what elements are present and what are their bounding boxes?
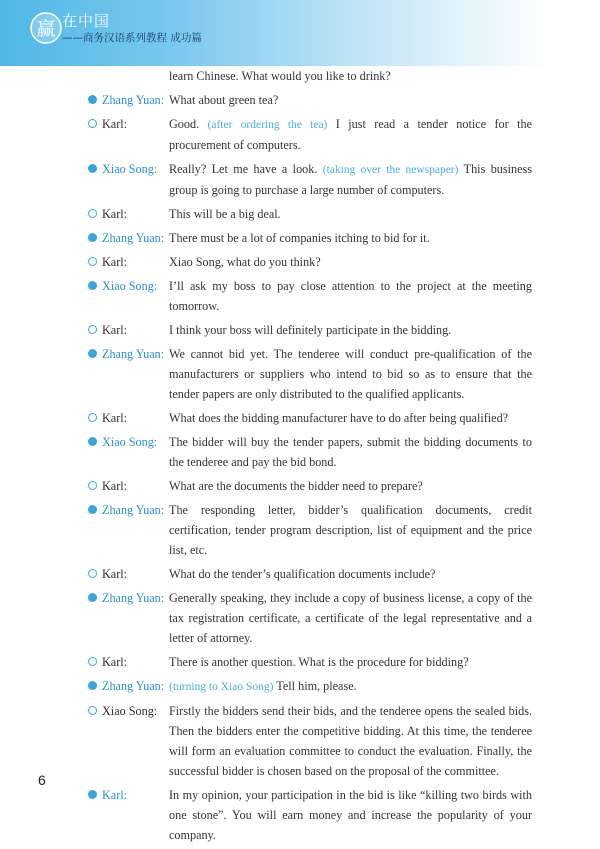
dialogue-line bbox=[88, 652, 532, 672]
dialogue-line bbox=[88, 252, 532, 272]
speaker-marker bbox=[88, 701, 169, 721]
dialogue-line bbox=[88, 500, 532, 560]
speaker-marker bbox=[88, 344, 169, 364]
dialogue-text bbox=[169, 676, 532, 697]
speaker-marker bbox=[88, 320, 169, 340]
dialogue-text bbox=[169, 320, 532, 340]
filled-bullet-icon bbox=[88, 349, 97, 358]
dialogue-text-body: I just read a tender notice for the procurement of computers. bbox=[169, 117, 532, 152]
logo-glyph: 赢 bbox=[36, 18, 56, 40]
dialogue-text bbox=[169, 785, 532, 845]
stage-direction: (taking over the newspaper) bbox=[322, 164, 459, 176]
dialogue-text-body: I think your boss will definitely participate in the bidding. bbox=[169, 323, 452, 337]
speaker-name: Karl: bbox=[102, 479, 128, 493]
speaker-name: Karl: bbox=[102, 788, 128, 802]
dialogue-text-body: What do the tender’s qualification documents include? bbox=[169, 567, 436, 581]
dialogue-line bbox=[88, 476, 532, 496]
dialogue-text bbox=[169, 204, 532, 224]
speaker-marker bbox=[88, 90, 169, 110]
dialogue-text bbox=[169, 344, 532, 404]
filled-bullet-icon bbox=[88, 505, 97, 514]
dialogue-text bbox=[169, 114, 532, 155]
dialogue-line bbox=[88, 564, 532, 584]
speaker-marker bbox=[88, 159, 169, 179]
speaker-marker bbox=[88, 114, 169, 134]
dialogue-line bbox=[88, 676, 532, 697]
dialogue-text-body: What are the documents the bidder need to prepare? bbox=[169, 479, 423, 493]
speaker-name: Karl: bbox=[102, 567, 128, 581]
dialogue-line bbox=[88, 276, 532, 316]
speaker-name: Xiao Song: bbox=[102, 279, 158, 293]
dialogue-text-body: I’ll ask my boss to pay close attention to the project at the meeting tomorrow. bbox=[169, 279, 532, 313]
filled-bullet-icon bbox=[88, 164, 97, 173]
dialogue-line bbox=[88, 408, 532, 428]
dialogue-text-body: We cannot bid yet. The tenderee will conduct pre-qualification of the manufacturers or suppliers who intend to bid so as to ensure that the tender papers are only distributed to the qualified applicants. bbox=[169, 347, 532, 401]
dialogue-text-body: This business group is going to purchase a large number of computers. bbox=[169, 162, 533, 197]
dialogue-text-body: learn Chinese. What would you like to drink? bbox=[169, 69, 391, 83]
speaker-name: Zhang Yuan: bbox=[102, 591, 165, 605]
dialogue-line bbox=[88, 344, 532, 404]
speaker-marker bbox=[88, 228, 169, 248]
speaker-marker bbox=[88, 588, 169, 608]
series-title: 在中国 bbox=[62, 12, 111, 30]
speaker-name: Zhang Yuan: bbox=[102, 93, 165, 107]
speaker-name: Karl: bbox=[102, 323, 128, 337]
dialogue bbox=[88, 66, 532, 849]
dialogue-line bbox=[88, 320, 532, 340]
dialogue-text bbox=[169, 90, 532, 110]
speaker-name: Xiao Song: bbox=[102, 704, 158, 718]
header-band bbox=[0, 0, 600, 66]
speaker-marker bbox=[88, 252, 169, 272]
dialogue-text bbox=[169, 252, 532, 272]
dialogue-text bbox=[169, 564, 532, 584]
speaker-marker bbox=[88, 785, 169, 805]
dialogue-line bbox=[88, 90, 532, 110]
speaker-marker bbox=[88, 408, 169, 428]
speaker-name: Xiao Song: bbox=[102, 435, 158, 449]
open-bullet-icon bbox=[88, 481, 97, 490]
filled-bullet-icon bbox=[88, 681, 97, 690]
open-bullet-icon bbox=[88, 257, 97, 266]
speaker-name: Karl: bbox=[102, 255, 128, 269]
speaker-marker bbox=[88, 676, 169, 696]
open-bullet-icon bbox=[88, 413, 97, 422]
speaker-name: Karl: bbox=[102, 117, 128, 131]
dialogue-text bbox=[169, 276, 532, 316]
dialogue-text bbox=[169, 476, 532, 496]
dialogue-line bbox=[88, 204, 532, 224]
dialogue-text-body: What about green tea? bbox=[169, 93, 279, 107]
speaker-marker bbox=[88, 652, 169, 672]
dialogue-line bbox=[88, 588, 532, 648]
speaker-name: Karl: bbox=[102, 411, 128, 425]
dialogue-text bbox=[169, 652, 532, 672]
filled-bullet-icon bbox=[88, 437, 97, 446]
dialogue-text bbox=[169, 159, 532, 200]
dialogue-line bbox=[88, 432, 532, 472]
open-bullet-icon bbox=[88, 119, 97, 128]
dialogue-text-body: Tell him, please. bbox=[273, 679, 357, 693]
dialogue-text bbox=[169, 228, 532, 248]
open-bullet-icon bbox=[88, 657, 97, 666]
speaker-name: Xiao Song: bbox=[102, 162, 158, 176]
dialogue-text bbox=[169, 588, 532, 648]
dialogue-text-body: The responding letter, bidder’s qualification documents, credit certification, tender program description, list of equipment and the price list, etc. bbox=[169, 503, 532, 557]
dialogue-text-body: In my opinion, your participation in the bid is like “killing two birds with one stone”. You will earn money and increase the popularity of your company. bbox=[169, 788, 532, 842]
filled-bullet-icon bbox=[88, 233, 97, 242]
speaker-name: Zhang Yuan: bbox=[102, 347, 165, 361]
open-bullet-icon bbox=[88, 209, 97, 218]
dialogue-text-body: Firstly the bidders send their bids, and the tenderee opens the sealed bids. Then the bidders enter the competitive bidding. At this time, the tenderee will form an evaluation committee to conduct the evaluation. Finally, the successful bidder is chosen based on the proposal of the committee. bbox=[169, 704, 532, 778]
dialogue-text bbox=[169, 432, 532, 472]
dialogue-line bbox=[88, 114, 532, 155]
dialogue-text bbox=[169, 408, 532, 428]
dialogue-text-body: What does the bidding manufacturer have to do after being qualified? bbox=[169, 411, 509, 425]
filled-bullet-icon bbox=[88, 281, 97, 290]
open-bullet-icon bbox=[88, 325, 97, 334]
dialogue-text-body: Generally speaking, they include a copy of business license, a copy of the tax registration certificate, a certificate of the legal representative and a letter of attorney. bbox=[169, 591, 532, 645]
filled-bullet-icon bbox=[88, 593, 97, 602]
filled-bullet-icon bbox=[88, 790, 97, 799]
speaker-marker bbox=[88, 276, 169, 296]
page-number: 6 bbox=[38, 772, 46, 788]
dialogue-text-lead: Really? Let me have a look. bbox=[169, 162, 323, 176]
speaker-name: Zhang Yuan: bbox=[102, 503, 165, 517]
speaker-name: Zhang Yuan: bbox=[102, 679, 165, 693]
dialogue-line bbox=[88, 66, 532, 86]
dialogue-text-body: The bidder will buy the tender papers, submit the bidding documents to the tenderee and pay the bid bond. bbox=[169, 435, 532, 469]
dialogue-line bbox=[88, 785, 532, 845]
dialogue-text bbox=[169, 500, 532, 560]
speaker-name: Zhang Yuan: bbox=[102, 231, 165, 245]
speaker-name: Karl: bbox=[102, 207, 128, 221]
speaker-marker bbox=[88, 204, 169, 224]
dialogue-line bbox=[88, 701, 532, 781]
dialogue-text-body: Xiao Song, what do you think? bbox=[169, 255, 321, 269]
stage-direction: (turning to Xiao Song) bbox=[169, 681, 274, 693]
speaker-marker bbox=[88, 500, 169, 520]
dialogue-text-body: This will be a big deal. bbox=[169, 207, 281, 221]
dialogue-line bbox=[88, 159, 532, 200]
open-bullet-icon bbox=[88, 569, 97, 578]
dialogue-text-body: There is another question. What is the procedure for bidding? bbox=[169, 655, 469, 669]
series-subtitle: ——商务汉语系列教程 成功篇 bbox=[62, 32, 202, 44]
dialogue-text bbox=[169, 66, 532, 86]
speaker-marker bbox=[88, 564, 169, 584]
dialogue-text-lead: Good. bbox=[169, 117, 208, 131]
dialogue-text bbox=[169, 701, 532, 781]
speaker-marker bbox=[88, 432, 169, 452]
open-bullet-icon bbox=[88, 706, 97, 715]
logo-seal-icon bbox=[30, 12, 62, 44]
dialogue-text-body: There must be a lot of companies itching to bid for it. bbox=[169, 231, 430, 245]
dialogue-line bbox=[88, 228, 532, 248]
filled-bullet-icon bbox=[88, 95, 97, 104]
speaker-name: Karl: bbox=[102, 655, 128, 669]
stage-direction: (after ordering the tea) bbox=[207, 119, 328, 131]
speaker-marker bbox=[88, 476, 169, 496]
